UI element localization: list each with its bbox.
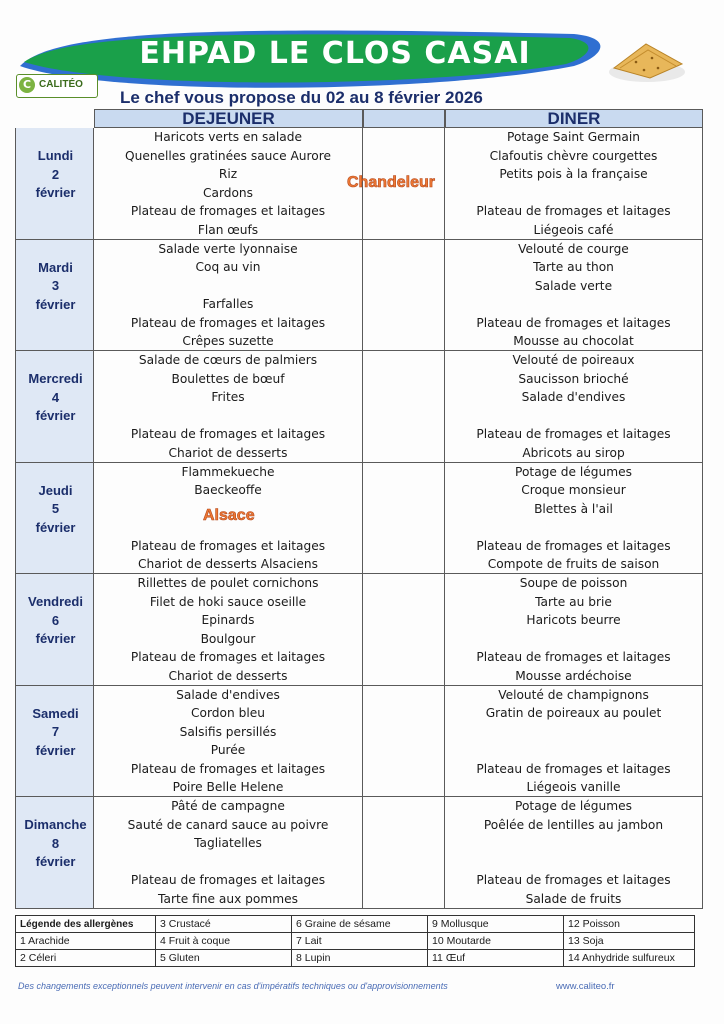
day-row (15, 351, 703, 463)
dish: Saucisson brioché (518, 371, 629, 386)
dish: Baeckeoffe (194, 483, 262, 497)
dish: Flammekueche (181, 464, 275, 479)
dish (445, 295, 702, 314)
dish (445, 184, 702, 203)
legend-item: 13 Soja (564, 933, 695, 950)
dish: Plateau de fromages et laitages (130, 315, 326, 330)
dish: Plateau de fromages et laitages (130, 761, 326, 776)
middle-cell (363, 351, 445, 462)
crepe-image (606, 38, 688, 84)
day-label-line: Vendredi (28, 594, 83, 609)
dinner-cell (445, 463, 703, 574)
day-label-line: 6 (51, 612, 60, 628)
dish: Liégeois café (533, 222, 614, 237)
middle-cell (363, 240, 445, 351)
day-label-line: 5 (51, 501, 60, 516)
dish: Soupe de poisson (519, 576, 628, 590)
dish: Farfalles (202, 297, 254, 311)
dish: Flan œufs (197, 222, 259, 237)
dish: Crêpes suzette (182, 334, 274, 348)
dish: Salade verte lyonnaise (158, 241, 298, 256)
day-row (15, 686, 703, 798)
day-row (15, 240, 703, 352)
middle-header (363, 109, 445, 128)
dinner-cell (445, 797, 703, 908)
day-label-cell (15, 574, 94, 685)
dish: Salade verte (534, 278, 613, 293)
dish: Cordon bleu (191, 706, 265, 720)
middle-cell (363, 463, 445, 574)
dish: Potage de légumes (515, 799, 632, 813)
day-label-line: 8 (51, 835, 60, 851)
dish: Abricots au sirop (522, 445, 625, 460)
dish: Haricots verts en salade (154, 130, 302, 144)
dish: Plateau de fromages et laitages (130, 650, 326, 664)
dish (445, 407, 702, 426)
day-label-line: février (35, 631, 76, 646)
dish: Plateau de fromages et laitages (476, 315, 671, 330)
dish: Coq au vin (195, 260, 261, 274)
dinner-cell (445, 240, 703, 351)
dish (445, 853, 702, 872)
day-label-line: Jeudi (38, 482, 73, 498)
dish: Velouté de poireaux (512, 353, 635, 367)
day-label (16, 816, 95, 872)
dinner-cell (445, 351, 703, 462)
dish: Chariot de desserts (168, 668, 288, 683)
dish: Gratin de poireaux au poulet (485, 706, 662, 720)
day-label-cell (15, 797, 94, 908)
dish: Mousse ardéchoise (515, 668, 632, 683)
day-label-cell (15, 128, 94, 239)
dish: Plateau de fromages et laitages (476, 427, 671, 441)
legend-item: 1 Arachide (16, 933, 156, 950)
legend-item: 8 Lupin (292, 950, 428, 967)
dish (445, 518, 702, 537)
dish: Plateau de fromages et laitages (476, 650, 671, 664)
dish: Chariot de desserts (168, 445, 288, 460)
dish: Purée (210, 743, 246, 757)
dish: Plateau de fromages et laitages (476, 873, 671, 887)
dinner-header: DINER (445, 109, 703, 128)
legend-item: 12 Poisson (564, 916, 695, 933)
dinner-cell (445, 574, 703, 685)
dish: Sauté de canard sauce au poivre (127, 817, 329, 832)
day-label-line: février (35, 854, 76, 869)
dish: Velouté de champignons (498, 687, 649, 702)
day-label-cell (15, 463, 94, 574)
day-label-line: Dimanche (24, 817, 87, 832)
middle-cell (363, 574, 445, 685)
day-label-line: février (35, 185, 76, 200)
dish: Salsifis persillés (179, 724, 277, 739)
dish: Quenelles gratinées sauce Aurore (125, 148, 331, 163)
lunch-cell (94, 128, 363, 239)
legend-item: 2 Céleri (16, 950, 156, 967)
dinner-cell (445, 686, 703, 797)
dish: Plateau de fromages et laitages (130, 873, 326, 887)
caliteo-leaf-icon: C (19, 77, 35, 93)
dish: Velouté de courge (518, 241, 629, 256)
day-label-line: février (35, 742, 76, 758)
dish: Cardons (202, 185, 254, 200)
caliteo-logo (16, 74, 98, 98)
dish: Croque monsieur (521, 483, 626, 497)
day-label-line: Samedi (32, 705, 79, 721)
dish: Liégeois vanille (526, 780, 621, 794)
dish: Haricots beurre (526, 613, 621, 627)
day-row (15, 797, 703, 909)
dish (445, 741, 702, 760)
day-label (16, 705, 95, 761)
dish: Boulgour (200, 631, 256, 646)
dish (445, 834, 702, 853)
day-label (16, 370, 95, 426)
dish: Petits pois à la française (499, 167, 648, 181)
dish: Salade de cœurs de palmiers (138, 353, 318, 367)
dish: Tarte au brie (535, 594, 612, 609)
day-label (16, 147, 95, 203)
legend-item: 3 Crustacé (156, 916, 292, 933)
middle-cell (363, 686, 445, 797)
legend-item: 14 Anhydride sulfureux (564, 950, 695, 967)
footer-note: Des changements exceptionnels peuvent intervenir en cas d'impératifs techniques ou d'approvisionnements (18, 981, 448, 991)
dish: Salade d'endives (176, 687, 280, 702)
dish: Pâté de campagne (171, 799, 285, 813)
day-label-line: 4 (51, 389, 60, 405)
dish (445, 630, 702, 649)
legend-item: 9 Mollusque (428, 916, 564, 933)
allergen-legend (15, 915, 695, 967)
dish: Chariot de desserts Alsaciens (138, 557, 318, 571)
day-label-line: Mercredi (28, 371, 83, 386)
page-title: EHPAD LE CLOS CASAI (139, 36, 531, 71)
dish: Tarte fine aux pommes (158, 891, 298, 906)
lunch-cell (94, 351, 363, 462)
dish: Plateau de fromages et laitages (130, 427, 326, 441)
day-label (16, 482, 95, 538)
footer-url[interactable]: www.caliteo.fr (556, 981, 615, 992)
day-label-cell (15, 240, 94, 351)
dish: Plateau de fromages et laitages (130, 538, 326, 553)
legend-item: 5 Gluten (156, 950, 292, 967)
menu-subtitle: Le chef vous propose du 02 au 8 février 2026 (120, 88, 483, 107)
day-label-line: février (35, 408, 76, 423)
day-label (16, 593, 95, 649)
dish (94, 853, 362, 872)
legend-item: 4 Fruit à coque (156, 933, 292, 950)
lunch-cell (94, 240, 363, 351)
day-label (16, 259, 95, 315)
dish (94, 407, 362, 426)
day-label-line: Lundi (37, 148, 74, 163)
day-label-cell (15, 351, 94, 462)
dish: Frites (211, 390, 245, 404)
day-label-cell (15, 686, 94, 797)
legend-item: 6 Graine de sésame (292, 916, 428, 933)
dish: Poire Belle Helene (172, 780, 284, 794)
legend-item: 11 Œuf (428, 950, 564, 967)
dish: Salade d'endives (521, 390, 626, 404)
menu-table (15, 109, 703, 909)
legend-item: 10 Moutarde (428, 933, 564, 950)
day-label-line: Mardi (38, 259, 73, 275)
dish: Filet de hoki sauce oseille (149, 594, 307, 609)
chandeleur-stamp: Chandeleur (347, 174, 436, 191)
day-label-line: 2 (51, 166, 60, 182)
dish: Plateau de fromages et laitages (130, 204, 326, 218)
dish: Tarte au thon (533, 260, 614, 274)
dish (94, 277, 362, 296)
day-label-line: février (35, 519, 76, 535)
dish: Plateau de fromages et laitages (476, 204, 671, 218)
day-label-line: 7 (51, 724, 60, 739)
dish: Boulettes de bœuf (171, 371, 285, 386)
dish: Epinards (201, 613, 255, 627)
day-row (15, 574, 703, 686)
dish (445, 723, 702, 742)
dish: Plateau de fromages et laitages (476, 761, 671, 776)
caliteo-logo-text: CALITÉO (39, 79, 83, 90)
alsace-stamp: Alsace (203, 507, 255, 524)
day-label-line: 3 (51, 278, 60, 293)
dish: Mousse au chocolat (513, 334, 634, 348)
dish: Blettes à l'ail (534, 501, 613, 516)
day-label-line: février (35, 296, 76, 312)
dish: Potage de légumes (515, 464, 632, 479)
lunch-header: DEJEUNER (94, 109, 363, 128)
dish: Tagliatelles (194, 836, 262, 850)
dish: Salade de fruits (525, 891, 622, 906)
dish: Clafoutis chèvre courgettes (489, 148, 658, 163)
middle-cell (363, 797, 445, 908)
dinner-cell (445, 128, 703, 239)
lunch-cell (94, 797, 363, 908)
dish: Poêlée de lentilles au jambon (483, 817, 664, 832)
dish: Plateau de fromages et laitages (476, 538, 671, 553)
dish: Riz (218, 167, 238, 181)
dish: Compote de fruits de saison (487, 557, 660, 571)
legend-item: 7 Lait (292, 933, 428, 950)
dish: Rillettes de poulet cornichons (137, 576, 319, 590)
lunch-cell (94, 686, 363, 797)
legend-title: Légende des allergènes (16, 916, 156, 933)
lunch-cell (94, 574, 363, 685)
day-row (15, 463, 703, 575)
dish: Potage Saint Germain (507, 130, 640, 144)
